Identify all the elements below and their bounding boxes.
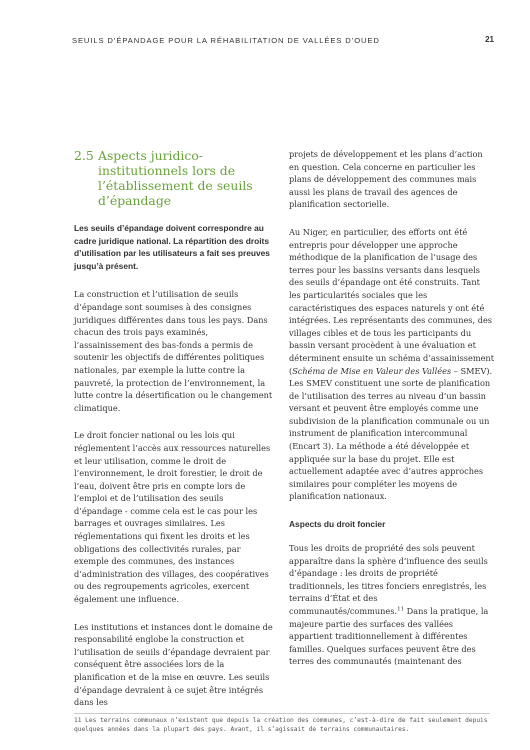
footnote-divider xyxy=(74,713,490,714)
footnote: 11 Les terrains communaux n’existent que depuis la création des communes, c’est-à-dire de fait seulement depuis quelques années dans la plupart des pays. Avant, il s’agissait de terrains communautaires. xyxy=(74,717,488,733)
subheading-land-law: Aspects du droit foncier xyxy=(289,519,386,530)
text-run: Au Niger, en particulier, des efforts ont été entrepris pour développer une approche méthodique de la planification de l’usage des terres pour les bassins versants dans lesquels des seuils d’épandage ont été construits. Tant les particularités sociales que les caractéristiques des espaces naturels y ont été intégrées. Les représentants des communes, des villages cibles et de tous les participants du bassin versant procèdent à une évaluation et déterminent ensuite un schéma d’assainissement ( xyxy=(289,226,494,376)
right-column xyxy=(289,148,494,683)
body-paragraph: Les institutions et instances dont le domaine de responsabilité englobe la construction et l’utilisation de seuils d’épandage devraient par conséquent être associées lors de la planification et de la mise en œuvre. Les seuils d’épandage devraient à ce sujet être intégrés dans les xyxy=(74,621,273,708)
body-paragraph: La construction et l’utilisation de seuils d’épandage sont soumises à des consignes juridiques différentes dans tous les pays. Dans chacun des trois pays examinés, l’assainissement des bas-fonds a permis de soutenir les objectifs de différentes politiques nationales, par exemple la lutte contre la pauvreté, la protection de l’environnement, la lutte contre la désertification ou le changement climatique. xyxy=(74,289,273,413)
text-run: Tous les droits de propriété des sols peuvent apparaître dans la sphère d’influence des seuils d’épandage : les droits de propriété traditionnels, les titres fonciers enregistrés, les terrains d’État et des communautés/communes. xyxy=(289,543,488,616)
footnote-reference[interactable]: 11 xyxy=(397,606,405,613)
section-number: 2.5 xyxy=(74,148,94,163)
body-paragraph: projets de développement et les plans d’action en question. Cela concerne en particulier les plans de développement des communes mais aussi les plans de travail des agences de planification sectorielle. xyxy=(289,149,483,210)
body-paragraph-niger xyxy=(289,226,494,503)
section-heading xyxy=(74,148,274,208)
left-column xyxy=(74,148,274,724)
running-header: SEUILS D’ÉPANDAGE POUR LA RÉHABILITATION DE VALLÉES D’OUED xyxy=(72,36,380,45)
text-run: – SMEV). Les SMEV constituent une sorte de planification de l’utilisation des terres au niveau d’un bassin versant et peuvent être employés comme une subdivision de la planification communale ou un instrument de planification intercommunal (Encart 3). La méthode a été développée et appliquée sur la base du projet. Elle est actuellement adaptée avec d’autres approches similaires pour compléter les moyens de planification nationaux. xyxy=(289,365,493,502)
page-number: 21 xyxy=(485,35,494,44)
text-run: Dans la pratique, la majeure partie des surfaces des vallées appartient traditionnellement à différentes familles. Quelques surfaces peuvent être des terres des communautés (maintenant des xyxy=(289,606,489,667)
section-title: Aspects juridico-institutionnels lors de l’établissement de seuils d’épandage xyxy=(98,148,253,208)
body-paragraph: Le droit foncier national ou les lois qui réglementent l’accès aux ressources naturelles et leur utilisation, comme le droit de l’environnement, le droit forestier, le droit de l’eau, doivent être pris en compte lors de l’emploi et de l’utilisation des seuils d’épandage - comme cela est le cas pour les barrages et ouvrages similaires. Les réglementations qui fixent les droits et les obligations des collectivités rurales, par exemple des communes, des instances d’administration des villages, des coopératives ou des regroupements agricoles, exercent également une influence. xyxy=(74,430,271,605)
smev-italic-term: Schéma de Mise en Valeur des Vallées xyxy=(292,365,452,376)
body-paragraph-land-rights xyxy=(289,542,494,668)
lead-paragraph: Les seuils d’épandage doivent correspondre au cadre juridique national. La répartition des droits d’utilisation par les utilisateurs a fait ses preuves jusqu’à présent. xyxy=(74,223,270,271)
